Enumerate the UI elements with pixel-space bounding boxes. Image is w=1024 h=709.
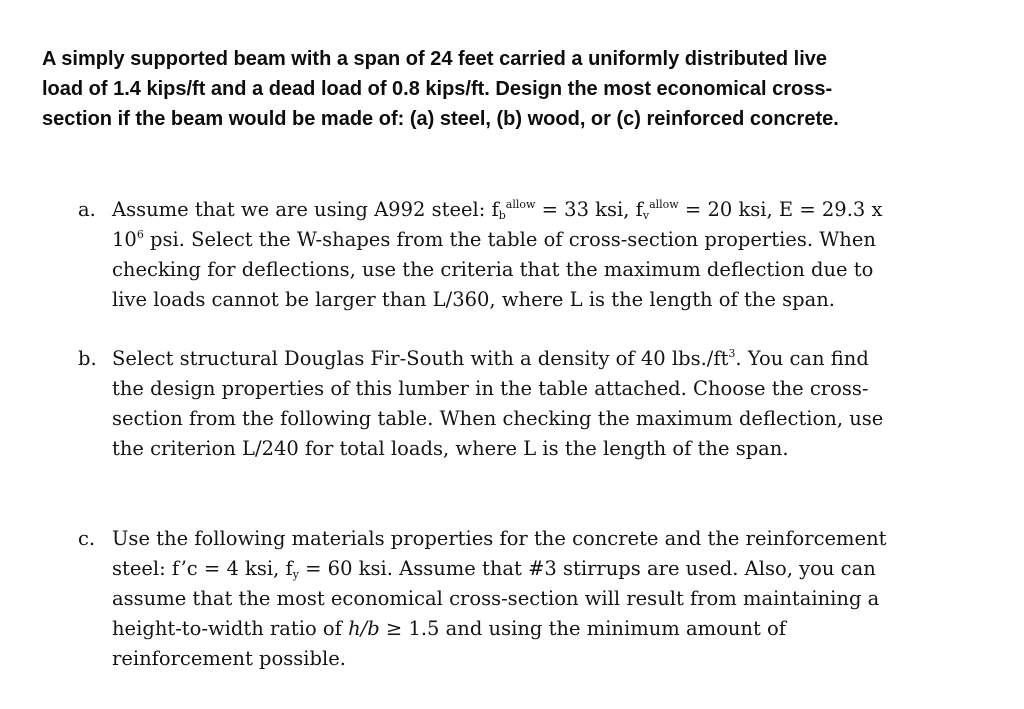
text-run: height-to-width ratio of [112,617,349,640]
ratio-italic: h/b [348,617,380,640]
subscript: y [292,568,299,581]
part-b-text [112,344,972,464]
superscript: 3 [728,347,736,360]
part-a-marker: a. [78,198,96,221]
text-run: = 20 ksi, E = 29.3 x [678,198,883,221]
text-run: ≥ 1.5 and using the minimum amount of [379,617,786,640]
text-run: = 60 ksi. Assume that #3 stirrups are used. Also, you can [298,557,876,580]
part-b-line-4: the criterion L/240 for total loads, where L is the length of the span. [112,437,789,460]
part-a-text [112,195,972,315]
part-c-text [112,524,972,674]
part-a-line-3: checking for deflections, use the criteria that the maximum deflection due to [112,258,874,281]
part-b-marker: b. [78,347,97,370]
part-a-line-2 [112,225,972,255]
part-c-line-4-wrap [112,584,972,614]
part-b-line-2: the design properties of this lumber in the table attached. Choose the cross- [112,377,869,400]
subscript: v [642,209,650,222]
problem-line: section if the beam would be made of: (a) steel, (b) wood, or (c) reinforced concrete. [42,108,839,130]
part-b-line-3: section from the following table. When checking the maximum deflection, use [112,407,884,430]
text-run: psi. Select the W-shapes from the table of cross-section properties. When [143,228,876,251]
superscript: allow [505,198,536,211]
problem-line: A simply supported beam with a span of 24 feet carried a uniformly distributed live [42,48,827,70]
part-a-line-1 [112,195,972,225]
part-b-line-1 [112,344,972,374]
text-run: . You can find [735,347,869,370]
text-run: Assume that we are using A992 steel: f [112,198,499,221]
part-c-line-1: Use the following materials properties for the concrete and the reinforcement [112,527,887,550]
part-c-marker: c. [78,527,96,550]
text-run: = 33 ksi, f [535,198,643,221]
text-run: Select structural Douglas Fir-South with a density of 40 lbs./ft [112,347,729,370]
problem-line: load of 1.4 kips/ft and a dead load of 0.8 kips/ft. Design the most economical cross- [42,78,833,100]
part-c-line-4 [112,614,972,644]
part-c-line-2 [112,554,972,584]
superscript: 6 [136,228,144,241]
superscript: allow [649,198,679,211]
part-a-line-4: live loads cannot be larger than L/360, where L is the length of the span. [112,288,835,311]
text-run: steel: f’c = 4 ksi, f [112,557,293,580]
problem-statement [42,44,982,134]
part-c-line-5: reinforcement possible. [112,647,346,670]
text-run: 10 [112,228,137,251]
text-run: assume that the most economical cross-section will result from maintaining a [112,587,880,610]
subscript: b [498,209,506,222]
